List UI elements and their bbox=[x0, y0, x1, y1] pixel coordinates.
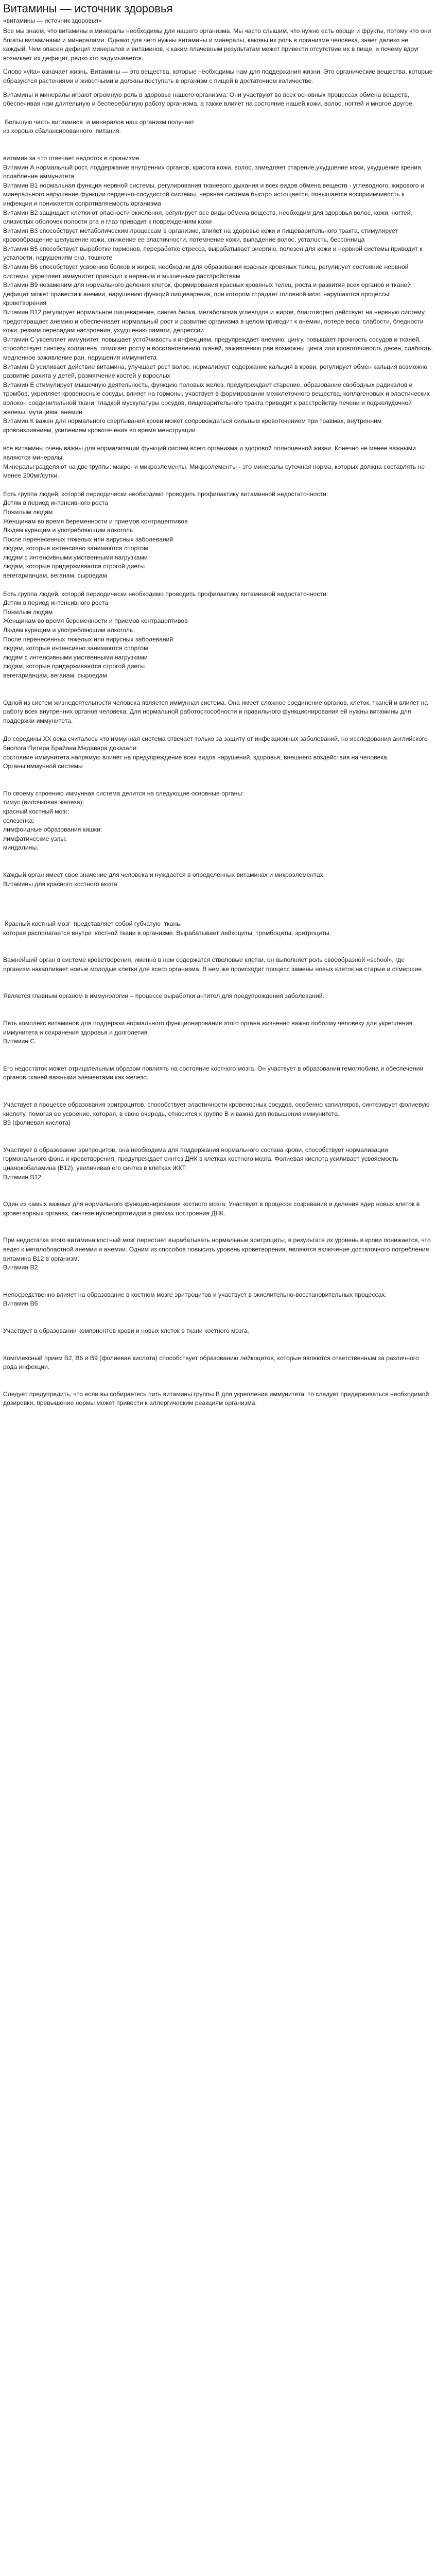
paragraph-b2: Непосредственно влияет на образование в костном мозге эритроцитов и участвует в окислительно-восстановительных процессах. Витамин В6 bbox=[3, 1291, 387, 1308]
page-subtitle: «витамины — источник здоровья» bbox=[3, 17, 102, 24]
paragraph-b6: Участвует в образовании компонентов крови и новых клеток в ткани костного мозга. bbox=[3, 1327, 249, 1334]
paragraph-b12: Один из самых важных для нормального функционирования костного мозга. Участвует в процессе созревания и деления ядер новых клеток в кроветворных органах, синтезе нуклеопротеидов в рамках построения ДНК. bbox=[3, 1200, 422, 1217]
paragraph-warning: Следует предупредить, что если вы собираетесь пить витамины группы В для укрепления иммунитета, то следует придерживаться необходимой дозировки, превышение нормы может привести к аллергическим реакциям организма. bbox=[3, 1390, 431, 1407]
paragraph-intro: Все мы знаем, что витамины и минералы необходимы для нашего организма. Мы часто слышим, что нужно есть овощи и фрукты, потому что они богаты витаминами и минералами. Однако для чего нужны витамины и минералы, каковы их роль в организме человека, знает далеко не каждый. Чем опасен дефицит минералов и витаминов, к каким плачевным результатам может привести отсутствие их в пище, и почему вдруг возникает их дефицит, редко кто задумывается. bbox=[3, 27, 433, 62]
organ-list: По своему строению иммунная система делится на следующие основные органы: тимус (вилочковая железа); красный костный мозг; селезенка; лимфоидные образования кишки; лимфатические узлы; миндалины. bbox=[3, 789, 244, 852]
paragraph-minerals: все витамины очень важны для нормализации функций систем всего организма и здоровой полноценной жизни. Конечно не менее важными являются минералы. Минералы разделяют на две группы: макро- и микроэлементы. Микроэлементы - это минералы суточная норма, которых должна составлять не менее 200мг/сутки. bbox=[3, 445, 425, 480]
paragraph-complex: Пять комплекс витаминов для поддержки нормального функционирования этого органа жизненно важно поболму человеку для укрепления иммунитета и сохранения здоровья и долголетия. Витамин С bbox=[3, 1020, 413, 1045]
paragraph-b12-deficit: При недостатке этого витамина костный мозг перестает вырабатывать нормальные эритроциты, в результате их уровень в крови понижается, что ведет к мегалобластной анемии и анемии. Одним из способов повысить уровень кроветворения, являются включение достаточного потребления витамина B12 в организм. Витамин В2 bbox=[3, 1236, 431, 1272]
paragraph-immune-system: Одной из систем жизнедеятельности человека является иммунная система. Она имеет сложное соединение органов, клеток, тканей и влияет на работу всех внутренних органов человека. Для нормальной работоспособности и правильного функционирования ей нужны витамины для поддержки иммунитета. bbox=[3, 699, 430, 724]
page-title: Витамины — источник здоровья bbox=[3, 2, 173, 15]
paragraph-bone-marrow: Красный костный мозг представляет собой губчатую ткань, которая располагается внутри костной ткани в организме. Вырабатывает лейкоциты, тромбоциты, эритроциты. bbox=[3, 920, 332, 937]
paragraph-history: До середины XX века считалось что иммунная система отвечает только за защиту от инфекционных заболеваний, но исследования английского биолога Питера Брайана Медавара доказали: состояние иммунитета напрямую влияет на предупреждение всех видов нарушений, здоровья, внешнего воздействия на человека. Органы иммунной системы bbox=[3, 735, 428, 770]
paragraph-role: Витамины и минералы играют огромную роль в здоровье нашего организма. Они участвуют во всех основных процессах обмена веществ, обеспечивая нам длительную и беспереболную работу организма, а также влияет на состояние нашей кожи, волос, ногтей и многое другое. bbox=[3, 91, 414, 108]
paragraph-hematopoiesis: Важнейший орган в системе кроветворения, именно в нем содержатся стволовые клетки, он выполняет роль своеобразной «school», где организм накапливает новые молодые клетки для всего организма. В нем же происходит процесс замены новых клеток на старые и отмершие. bbox=[3, 956, 424, 973]
risk-group-list-repeat: Есть группа людей, которой периодически необходимо проводить профилактику витаминной недостаточности: Детям в период интенсивного роста Пожилым людям Женщинам во время беременности и приемов контрацептивов Людям курящим и употребляющим алкоголь После перенесенных тяжелых или вирусных заболеваний людям, которые интенсивно занимаются спортом людям с интенсивными умственными нагрузками людям, которые придерживаются строгой диеты вегетарианцам, веганам, сыроедам bbox=[3, 590, 328, 679]
paragraph-vitamin-c: Его недостаток может отрицательным образом повлиять на состояние костного мозга. Он участвует в образовании гемоглобина и обеспечении органов тканей важными элементами как железо. bbox=[3, 1064, 425, 1081]
paragraph-erythrocytes: Участвует в процессе образования эритроцитов, способствует эластичности кровеносных сосудов, особенно капилляров, синтезирует фолиевую кислоту, помогая ее усвоение, которая, в свою очередь, относится к группе В и важна для повышения иммунитета. В9 (фолиевая кислота) bbox=[3, 1101, 430, 1127]
paragraph-nutrition: Большую часть витаминов и минералов наш организм получает из хорошо сбалансированного питания. bbox=[3, 118, 195, 135]
paragraph-vita: Слово «vita» означает жизнь. Витамины — это вещества, которые необходимы нам для поддержания жизни. Это органические вещества, которые образуются растениями и животными и должны поступать в организм с пищей в достаточном количестве. bbox=[3, 68, 434, 84]
vitamin-list: витамин за что отвечает недосток в организме Витамин А нормальный рост, поддержание внутренних органов, красота кожи, волос, замедляет старение,ухудшение кожи, ухудшение зрения, ослабление иммунитета Витамин B1 нормальная функция нервной системы, регулирования тканевого дыхания и всех видов обмена веществ - углеводного, жирового и минерального нарушение функции сердечно-сосудистой системы, нервная система быстро истощается, повышается восприимчивость к инфекции и понижается сопротивляемость организма Витамин B2 защищает клетки от опасности окисления, регулирует все виды обмена веществ, необходим для здоровья волос, кожи, ногтей, слизистых оболочек полости рта и глаз приводит к повреждениям кожи Витамин B3 способствует метаболическим процессам в организме, влияет на здоровье кожи и пищеварительного тракта, стимулирует кровообращение шелушение кожи, снижение ее эластичности, потемнение кожи, выпадение волос, усталость, бессонница Витамин B5 способствует выработке гормонов, переработке стресса, вырабатывает энергию, полезен для кожи и нервной системы приводит к усталости, нарушениям сна, тошноте Витамин B6 способствует усвоению белков и жиров, необходим для образования красных кровяных телец, регулирует состояние нервной системы, укрепляет иммунитет приводит к нервным и мышечным расстройствам Витамин B9 незаменим для нормального деления клеток, формирования красных кровяных телец, роста и развития всех органов и тканей дефицит может привести к анемии, нарушению функций пищеварения, при котором страдает головной мозг, нарушаются процессы кроветворения Витамин В12 регулирует нормальное пищеварение, синтез белка, метаболизма углеводов и жиров, благотворно действует на нервную систему, предотвращает анемию и обеспечивает нормальный рост и развитие организма в целом приводит к анемии, потере веса, слабости, бледности кожи, резким перепадам настроения, ухудшению памяти, депрессии Витамин С укрепляет иммунитет, повышает устойчивость к инфекциям, предупреждает анемию, цингу, повышает прочность сосудов и тканей, способствует синтезу коллагена, помогает росту и восстановлению тканей, заживлению ран возможны цинга или кровоточивость десен, слабость, медленное заживление ран, нарушения иммунитета Витамин D усиливает действие витамина, улучшает рост волос, нормализует содержание кальция в крови, регулирует обмен кальция возможно развитие рахита у детей, размягчение костей у взрослых Витамин Е стимулирует мышечную деятельность, функцию половых желез, предупреждает старение, образование свободных радикалов и тромбов, укрепляет кровеносные сосуды, влияет на гормоны, участвует в формировании межклеточного вещества, коллагеновых и эластических волокон соединительной ткани, гладкой мускулатуры сосудов, пищеварительного тракта приводит к расстройству печени и поджелудочной железы, мутациям, анемии Витамин К важен для нормального свертывания крови может сопровождаться сильным кровотечением при травмах, внутренним кровоизлиянием, усилением кровотечения во время менструации bbox=[3, 154, 433, 434]
paragraph-organ-needs: Каждый орган имеет свое значение для человека и нуждается в определенных витаминах и микроэлементах. Витамины для красного костного мозга bbox=[3, 871, 325, 888]
paragraph-immunology: Является главным органом в иммунологии – процессе выработки антител для предупреждения заболеваний. bbox=[3, 992, 324, 1000]
paragraph-b-complex: Комплексный прием В2, В6 и В9 (фолиевая кислота) способствует образованию лейкоцитов, которые являются ответственным за различного рода инфекции. bbox=[3, 1354, 421, 1371]
risk-group-list: Есть группа людей, которой периодически необходимо проводить профилактику витаминной недостаточности: Детям в период интенсивного роста Пожилым людям Женщинам во время беременности и приемов контрацептивов Людям курящим и употребляющим алкоголь После перенесенных тяжелых или вирусных заболеваний людям, которые интенсивно занимаются спортом людям с интенсивными умственными нагрузками людям, которые придерживаются строгой диеты вегетарианцам, веганам, сыроедам bbox=[3, 490, 328, 580]
paragraph-folic-acid: Участвует в образовании эритроцитов, она необходима для поддержания нормального состава крови, способствует нормализации гормонального фона и кроветворения, предупреждает синтез ДНК в клетках костного мозга. Фолиевая кислота усиливает усвояемость цианокобаламина (B12), увеличивая его синтез в клетках ЖКТ. Витамин В12 bbox=[3, 1146, 398, 1181]
